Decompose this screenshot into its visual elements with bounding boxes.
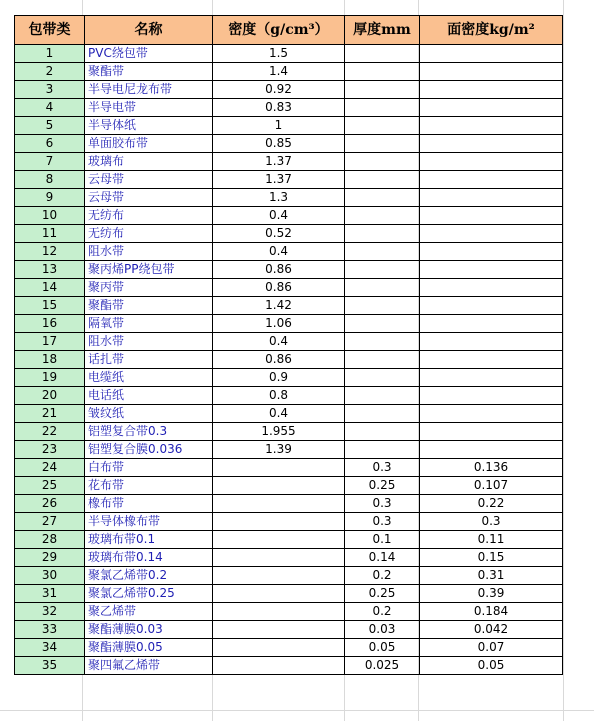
cell-areal-density[interactable]: 0.22 (420, 495, 563, 513)
cell-index[interactable]: 27 (15, 513, 85, 531)
cell-density[interactable]: 0.4 (213, 405, 345, 423)
cell-name[interactable]: 聚酯带 (85, 63, 213, 81)
cell-thickness[interactable] (345, 153, 420, 171)
cell-name[interactable]: 隔氧带 (85, 315, 213, 333)
header-category[interactable]: 包带类 (15, 16, 85, 45)
cell-thickness[interactable] (345, 135, 420, 153)
cell-areal-density[interactable]: 0.042 (420, 621, 563, 639)
table-row (15, 585, 563, 603)
table-row (15, 567, 563, 585)
cell-index[interactable]: 20 (15, 387, 85, 405)
cell-areal-density[interactable] (420, 207, 563, 225)
cell-density[interactable] (213, 459, 345, 477)
cell-thickness[interactable] (345, 207, 420, 225)
cell-thickness[interactable] (345, 261, 420, 279)
cell-name[interactable]: 云母带 (85, 171, 213, 189)
table-row (15, 477, 563, 495)
table-row (15, 315, 563, 333)
cell-thickness[interactable]: 0.03 (345, 621, 420, 639)
cell-index[interactable]: 17 (15, 333, 85, 351)
cell-areal-density[interactable]: 0.3 (420, 513, 563, 531)
table-row (15, 621, 563, 639)
cell-areal-density[interactable] (420, 405, 563, 423)
cell-areal-density[interactable]: 0.31 (420, 567, 563, 585)
cell-density[interactable]: 1.39 (213, 441, 345, 459)
cell-thickness[interactable] (345, 171, 420, 189)
cell-thickness[interactable]: 0.3 (345, 513, 420, 531)
cell-areal-density[interactable] (420, 225, 563, 243)
table-row (15, 405, 563, 423)
cell-index[interactable]: 31 (15, 585, 85, 603)
cell-thickness[interactable] (345, 243, 420, 261)
table-row (15, 441, 563, 459)
table-row (15, 603, 563, 621)
table-row (15, 513, 563, 531)
cell-density[interactable]: 0.86 (213, 261, 345, 279)
cell-index[interactable]: 8 (15, 171, 85, 189)
cell-areal-density[interactable] (420, 81, 563, 99)
table-row (15, 45, 563, 63)
cell-index[interactable]: 24 (15, 459, 85, 477)
cell-density[interactable]: 0.83 (213, 99, 345, 117)
table-row (15, 531, 563, 549)
cell-areal-density[interactable] (420, 135, 563, 153)
cell-thickness[interactable]: 0.1 (345, 531, 420, 549)
cell-name[interactable]: 铝塑复合带0.3 (85, 423, 213, 441)
cell-index[interactable]: 23 (15, 441, 85, 459)
cell-areal-density[interactable]: 0.15 (420, 549, 563, 567)
table-row (15, 369, 563, 387)
cell-density[interactable] (213, 567, 345, 585)
cell-density[interactable] (213, 657, 345, 675)
table-row (15, 387, 563, 405)
cell-areal-density[interactable] (420, 117, 563, 135)
cell-areal-density[interactable]: 0.05 (420, 657, 563, 675)
header-row (15, 16, 563, 45)
cell-index[interactable]: 22 (15, 423, 85, 441)
cell-name[interactable]: 铝塑复合膜0.036 (85, 441, 213, 459)
table-row (15, 225, 563, 243)
cell-density[interactable] (213, 621, 345, 639)
cell-thickness[interactable] (345, 99, 420, 117)
cell-areal-density[interactable] (420, 333, 563, 351)
cell-thickness[interactable]: 0.3 (345, 495, 420, 513)
cell-density[interactable] (213, 603, 345, 621)
cell-thickness[interactable] (345, 387, 420, 405)
gridline (563, 0, 564, 721)
table-row (15, 333, 563, 351)
cell-index[interactable]: 35 (15, 657, 85, 675)
cell-name[interactable]: 无纺布 (85, 207, 213, 225)
cell-thickness[interactable] (345, 81, 420, 99)
cell-density[interactable]: 1.06 (213, 315, 345, 333)
cell-name[interactable]: 聚乙烯带 (85, 603, 213, 621)
cell-density[interactable] (213, 477, 345, 495)
cell-index[interactable]: 25 (15, 477, 85, 495)
cell-name[interactable]: 电话纸 (85, 387, 213, 405)
cell-areal-density[interactable] (420, 45, 563, 63)
cell-name[interactable]: 云母带 (85, 189, 213, 207)
cell-thickness[interactable]: 0.2 (345, 567, 420, 585)
cell-index[interactable]: 3 (15, 81, 85, 99)
table-row (15, 423, 563, 441)
table-row (15, 297, 563, 315)
cell-name[interactable]: 花布带 (85, 477, 213, 495)
cell-density[interactable] (213, 531, 345, 549)
cell-index[interactable]: 33 (15, 621, 85, 639)
table-row (15, 351, 563, 369)
cell-index[interactable]: 18 (15, 351, 85, 369)
cell-index[interactable]: 14 (15, 279, 85, 297)
cell-index[interactable]: 10 (15, 207, 85, 225)
table-row (15, 207, 563, 225)
cell-density[interactable]: 1.955 (213, 423, 345, 441)
cell-areal-density[interactable]: 0.39 (420, 585, 563, 603)
cell-name[interactable]: 单面胶布带 (85, 135, 213, 153)
cell-thickness[interactable] (345, 423, 420, 441)
cell-name[interactable]: 半导电带 (85, 99, 213, 117)
cell-density[interactable]: 1.42 (213, 297, 345, 315)
cell-thickness[interactable]: 0.05 (345, 639, 420, 657)
cell-name[interactable]: 阻水带 (85, 333, 213, 351)
cell-thickness[interactable] (345, 63, 420, 81)
cell-name[interactable]: PVC绕包带 (85, 45, 213, 63)
cell-name[interactable]: 无纺布 (85, 225, 213, 243)
cell-thickness[interactable]: 0.14 (345, 549, 420, 567)
table-row (15, 99, 563, 117)
cell-thickness[interactable]: 0.2 (345, 603, 420, 621)
cell-density[interactable] (213, 585, 345, 603)
cell-thickness[interactable] (345, 351, 420, 369)
header-density[interactable]: 密度（g/cm³） (213, 16, 345, 45)
cell-name[interactable]: 话扎带 (85, 351, 213, 369)
cell-density[interactable]: 0.86 (213, 279, 345, 297)
table-row (15, 657, 563, 675)
table-row (15, 189, 563, 207)
cell-density[interactable]: 0.86 (213, 351, 345, 369)
table-row (15, 279, 563, 297)
table-row (15, 153, 563, 171)
table-row (15, 117, 563, 135)
header-thickness[interactable]: 厚度mm (345, 16, 420, 45)
cell-index[interactable]: 34 (15, 639, 85, 657)
cell-name[interactable]: 聚氯乙烯带0.25 (85, 585, 213, 603)
cell-thickness[interactable]: 0.3 (345, 459, 420, 477)
cell-thickness[interactable]: 0.25 (345, 585, 420, 603)
cell-name[interactable]: 皱纹纸 (85, 405, 213, 423)
table-row (15, 135, 563, 153)
header-areal-density[interactable]: 面密度kg/m² (420, 16, 563, 45)
cell-index[interactable]: 12 (15, 243, 85, 261)
cell-name[interactable]: 聚酯薄膜0.05 (85, 639, 213, 657)
cell-areal-density[interactable] (420, 369, 563, 387)
cell-density[interactable]: 0.92 (213, 81, 345, 99)
cell-density[interactable]: 1.3 (213, 189, 345, 207)
cell-thickness[interactable] (345, 297, 420, 315)
cell-areal-density[interactable] (420, 261, 563, 279)
cell-areal-density[interactable] (420, 153, 563, 171)
table-row (15, 81, 563, 99)
header-name[interactable]: 名称 (85, 16, 213, 45)
cell-thickness[interactable] (345, 189, 420, 207)
cell-index[interactable]: 7 (15, 153, 85, 171)
data-table (14, 15, 563, 675)
cell-name[interactable]: 电缆纸 (85, 369, 213, 387)
table-row (15, 549, 563, 567)
cell-density[interactable]: 0.4 (213, 207, 345, 225)
cell-index[interactable]: 19 (15, 369, 85, 387)
cell-density[interactable]: 0.52 (213, 225, 345, 243)
cell-thickness[interactable] (345, 441, 420, 459)
cell-index[interactable]: 6 (15, 135, 85, 153)
gridline (0, 710, 594, 711)
cell-areal-density[interactable] (420, 279, 563, 297)
cell-index[interactable]: 26 (15, 495, 85, 513)
cell-areal-density[interactable] (420, 315, 563, 333)
cell-density[interactable]: 0.4 (213, 243, 345, 261)
cell-density[interactable] (213, 513, 345, 531)
cell-index[interactable]: 30 (15, 567, 85, 585)
cell-thickness[interactable] (345, 405, 420, 423)
cell-areal-density[interactable]: 0.184 (420, 603, 563, 621)
cell-thickness[interactable] (345, 369, 420, 387)
cell-index[interactable]: 2 (15, 63, 85, 81)
cell-areal-density[interactable]: 0.11 (420, 531, 563, 549)
cell-density[interactable]: 1.37 (213, 171, 345, 189)
cell-areal-density[interactable] (420, 423, 563, 441)
cell-name[interactable]: 白布带 (85, 459, 213, 477)
cell-density[interactable]: 0.9 (213, 369, 345, 387)
cell-thickness[interactable] (345, 117, 420, 135)
cell-density[interactable]: 0.8 (213, 387, 345, 405)
cell-thickness[interactable] (345, 333, 420, 351)
cell-density[interactable] (213, 549, 345, 567)
cell-name[interactable]: 半导体纸 (85, 117, 213, 135)
cell-index[interactable]: 28 (15, 531, 85, 549)
cell-thickness[interactable] (345, 315, 420, 333)
cell-index[interactable]: 1 (15, 45, 85, 63)
table-row (15, 243, 563, 261)
cell-index[interactable]: 9 (15, 189, 85, 207)
cell-name[interactable]: 聚酯薄膜0.03 (85, 621, 213, 639)
cell-density[interactable]: 1 (213, 117, 345, 135)
cell-name[interactable]: 橡布带 (85, 495, 213, 513)
cell-thickness[interactable]: 0.025 (345, 657, 420, 675)
cell-index[interactable]: 11 (15, 225, 85, 243)
cell-areal-density[interactable] (420, 441, 563, 459)
cell-name[interactable]: 玻璃布带0.1 (85, 531, 213, 549)
cell-name[interactable]: 半导电尼龙布带 (85, 81, 213, 99)
table-row (15, 261, 563, 279)
cell-areal-density[interactable] (420, 171, 563, 189)
cell-index[interactable]: 15 (15, 297, 85, 315)
cell-areal-density[interactable] (420, 297, 563, 315)
cell-name[interactable]: 聚丙带 (85, 279, 213, 297)
table-row (15, 639, 563, 657)
cell-name[interactable]: 聚四氟乙烯带 (85, 657, 213, 675)
cell-areal-density[interactable]: 0.136 (420, 459, 563, 477)
cell-areal-density[interactable] (420, 63, 563, 81)
cell-density[interactable] (213, 495, 345, 513)
cell-density[interactable]: 1.4 (213, 63, 345, 81)
cell-name[interactable]: 玻璃布 (85, 153, 213, 171)
cell-areal-density[interactable]: 0.107 (420, 477, 563, 495)
cell-index[interactable]: 32 (15, 603, 85, 621)
cell-areal-density[interactable] (420, 99, 563, 117)
cell-name[interactable]: 聚丙烯PP绕包带 (85, 261, 213, 279)
cell-thickness[interactable]: 0.25 (345, 477, 420, 495)
cell-index[interactable]: 16 (15, 315, 85, 333)
cell-index[interactable]: 13 (15, 261, 85, 279)
cell-density[interactable]: 1.5 (213, 45, 345, 63)
cell-areal-density[interactable] (420, 387, 563, 405)
table-row (15, 63, 563, 81)
cell-areal-density[interactable] (420, 243, 563, 261)
cell-areal-density[interactable] (420, 189, 563, 207)
cell-areal-density[interactable]: 0.07 (420, 639, 563, 657)
cell-index[interactable]: 4 (15, 99, 85, 117)
cell-name[interactable]: 阻水带 (85, 243, 213, 261)
cell-name[interactable]: 聚酯带 (85, 297, 213, 315)
cell-thickness[interactable] (345, 45, 420, 63)
table-row (15, 495, 563, 513)
cell-index[interactable]: 21 (15, 405, 85, 423)
cell-name[interactable]: 聚氯乙烯带0.2 (85, 567, 213, 585)
table-row (15, 171, 563, 189)
cell-density[interactable]: 0.4 (213, 333, 345, 351)
cell-density[interactable]: 0.85 (213, 135, 345, 153)
cell-density[interactable] (213, 639, 345, 657)
cell-areal-density[interactable] (420, 351, 563, 369)
cell-index[interactable]: 29 (15, 549, 85, 567)
cell-name[interactable]: 半导体橡布带 (85, 513, 213, 531)
cell-thickness[interactable] (345, 279, 420, 297)
cell-density[interactable]: 1.37 (213, 153, 345, 171)
table-row (15, 459, 563, 477)
cell-thickness[interactable] (345, 225, 420, 243)
cell-name[interactable]: 玻璃布带0.14 (85, 549, 213, 567)
cell-index[interactable]: 5 (15, 117, 85, 135)
